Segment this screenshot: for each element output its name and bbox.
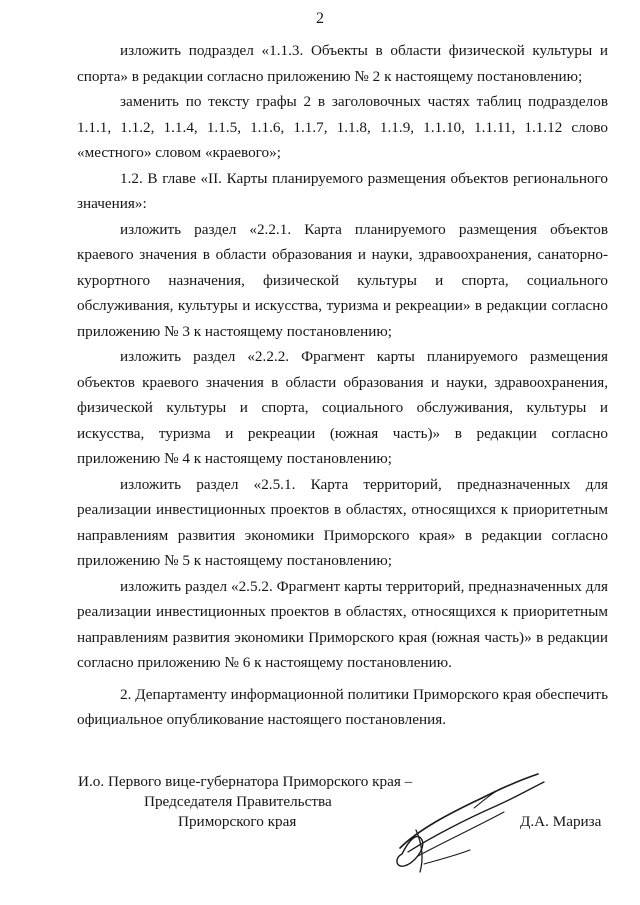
page-number: 2 (316, 10, 324, 27)
paragraph-section-2-5-2: изложить раздел «2.5.2. Фрагмент карты территорий, предназначенных для реализации инвестиционных проектов в областях, относящихся к приоритетным направлениям развития экономики Приморского края (южная часть)» в редакции согласно приложению № 6 к настоящему постановлению. (77, 577, 608, 671)
paragraph-chapter-2: 1.2. В главе «II. Карты планируемого размещения объектов регионального значения»: (77, 169, 608, 212)
paragraph-replace-word: заменить по тексту графы 2 в заголовочных частях таблиц подразделов 1.1.1, 1.1.2, 1.1.4, 1.1.5, 1.1.6, 1.1.7, 1.1.8, 1.1.9, 1.1.10, 1.1.11, 1.1.12 слово «местного» словом «краевого»; (77, 93, 608, 161)
paragraph-publication: 2. Департаменту информационной политики Приморского края обеспечить официальное опубликование настоящего постановления. (77, 685, 608, 728)
signatory-title-line-2: Председателя Правительства (144, 793, 332, 810)
paragraph-section-2-5-1: изложить раздел «2.5.1. Карта территорий, предназначенных для реализации инвестиционных проектов в областях, относящихся к приоритетным направлениям развития экономики Приморского края» в редакции согласно приложению № 5 к настоящему постановлению; (77, 475, 608, 569)
paragraph-subsection-1-1-3: изложить подраздел «1.1.3. Объекты в области физической культуры и спорта» в редакции согласно приложению № 2 к настоящему постановлению; (77, 42, 608, 85)
signature-block (78, 772, 618, 882)
paragraph-section-2-2-2: изложить раздел «2.2.2. Фрагмент карты планируемого размещения объектов краевого значения в области образования и науки, здравоохранения, физической культуры и спорта, социального обслуживания, культуры и искусства, туризма и рекреации (южная часть)» в редакции согласно приложению № 4 к настоящему постановлению; (77, 348, 608, 467)
signatory-title-line-3: Приморского края (178, 813, 297, 830)
paragraph-section-2-2-1: изложить раздел «2.2.1. Карта планируемого размещения объектов краевого значения в области образования и науки, здравоохранения, санаторно-курортного назначения, физической культуры и спорта, социального обслуживания, культуры и искусства, туризма и рекреации» в редакции согласно приложению № 3 к настоящему постановлению; (77, 220, 608, 340)
document-body (77, 38, 608, 733)
signatory-title-line-1: И.о. Первого вице-губернатора Приморского края – (78, 773, 413, 790)
signatory-name: Д.А. Мариза (520, 813, 602, 830)
